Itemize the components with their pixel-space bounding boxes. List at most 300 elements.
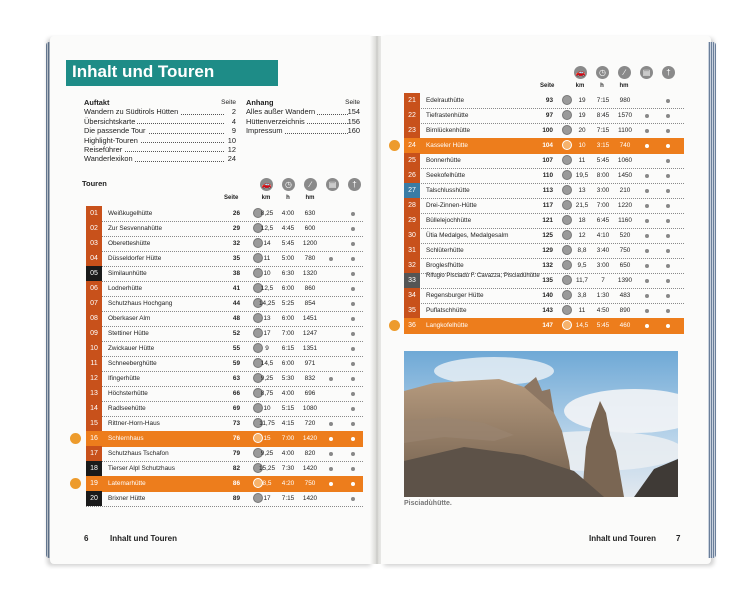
table-row (86, 326, 363, 342)
col-header-seite-right: Seite (540, 83, 555, 89)
public-transport-indicator (645, 114, 649, 118)
table-row (86, 476, 363, 492)
tour-number: 17 (86, 446, 102, 461)
open-book (46, 36, 716, 564)
tour-km: 17 (263, 495, 271, 502)
tour-name: Broglesfhütte (426, 262, 464, 269)
toc-entry-label: Highlight-Touren (84, 135, 138, 145)
tour-hm: 750 (304, 480, 316, 487)
tour-h: 7:15 (281, 495, 295, 502)
tour-name: Schutzhaus Hochgang (108, 300, 173, 307)
tour-hm: 1351 (302, 345, 318, 352)
auftakt-heading: Auftakt (84, 98, 110, 107)
difficulty-icon (562, 245, 572, 255)
tour-page: 110 (542, 172, 553, 179)
tour-hm: 860 (304, 285, 316, 292)
tour-name: Edelrauthütte (426, 97, 465, 104)
food-indicator (666, 249, 670, 253)
food-indicator (351, 407, 355, 411)
restaurant-icon: † (348, 178, 361, 191)
tour-name: Tierser Alpl Schutzhaus (108, 465, 175, 472)
public-transport-indicator (645, 249, 649, 253)
tour-km: 11 (578, 157, 586, 164)
tour-name: Drei-Zinnen-Hütte (426, 202, 477, 209)
food-indicator (666, 144, 670, 148)
photo-caption: Pisciadùhütte. (404, 500, 452, 507)
clock-icon: ◷ (596, 66, 609, 79)
tour-number: 12 (86, 371, 102, 386)
tour-hm: 1570 (617, 112, 633, 119)
tour-number: 08 (86, 311, 102, 326)
tour-h: 4:00 (281, 390, 295, 397)
table-row (86, 341, 363, 357)
tour-km: 19 (578, 112, 586, 119)
difficulty-icon (562, 95, 572, 105)
tour-page: 44 (232, 300, 240, 307)
tour-name: Talschlusshütte (426, 187, 470, 194)
food-indicator (351, 452, 355, 456)
tour-h: 4:00 (281, 210, 295, 217)
tour-number: 22 (404, 108, 420, 123)
toc-entry (84, 136, 236, 145)
tour-km: 11,7 (576, 277, 588, 284)
tour-h: 5:25 (281, 300, 295, 307)
tour-name: Radlseehütte (108, 405, 146, 412)
tour-page: 125 (542, 232, 553, 239)
public-transport-indicator (329, 437, 333, 441)
food-indicator (666, 174, 670, 178)
tour-name: Zwickauer Hütte (108, 345, 155, 352)
tour-name: Bonnerhütte (426, 157, 461, 164)
tour-h: 3:00 (596, 262, 610, 269)
tour-hm: 520 (619, 232, 631, 239)
tour-km: 13 (578, 187, 586, 194)
table-row (86, 356, 363, 372)
public-transport-indicator (645, 234, 649, 238)
tour-name: Stettiner Hütte (108, 330, 149, 337)
tour-km: 11 (578, 307, 586, 314)
tour-name: Zur Sesvennahütte (108, 225, 162, 232)
food-indicator (666, 219, 670, 223)
tour-km: 12,5 (260, 285, 274, 292)
col-header-h-right: h (600, 83, 604, 89)
tour-page: 135 (542, 277, 553, 284)
tour-name: Büllelejochhütte (426, 217, 472, 224)
tour-h: 7:00 (596, 202, 610, 209)
tour-name: Schlernhaus (108, 435, 144, 442)
tour-h: 7:00 (281, 330, 295, 337)
highlight-crown-icon (389, 320, 400, 331)
tour-number: 26 (404, 168, 420, 183)
left-page (50, 36, 374, 564)
table-row (404, 213, 684, 229)
tour-km: 9,25 (260, 375, 274, 382)
tour-km: 9,25 (260, 450, 274, 457)
pen-icon: ∕ (618, 66, 631, 79)
tour-km: 10 (263, 405, 271, 412)
tour-h: 4:20 (281, 480, 295, 487)
tour-number: 32 (404, 258, 420, 273)
tour-number: 16 (86, 431, 102, 446)
toc-entry-page: 12 (227, 145, 236, 155)
tour-h: 7:15 (596, 97, 610, 104)
tour-hm: 1220 (617, 202, 633, 209)
tour-h: 8:45 (596, 112, 610, 119)
tour-h: 4:10 (596, 232, 610, 239)
toc-entry-label: Reiseführer (84, 145, 123, 155)
tour-page: 38 (232, 270, 240, 277)
tour-km: 9 (265, 345, 269, 352)
toc-entry-label: Übersichtskarte (84, 116, 136, 126)
tour-page: 73 (232, 420, 240, 427)
tour-number: 07 (86, 296, 102, 311)
tour-name: Rittner-Horn-Haus (108, 420, 160, 427)
tour-name: Regensburger Hütte (426, 292, 484, 299)
car-icon: 🚗 (575, 68, 586, 77)
food-indicator (351, 422, 355, 426)
tour-name: Puflatschhütte (426, 307, 467, 314)
touren-heading: Touren (82, 179, 107, 188)
tour-km: 13 (263, 315, 271, 322)
tour-number: 24 (404, 138, 420, 153)
tour-page: 129 (542, 247, 553, 254)
food-indicator (351, 482, 355, 486)
public-transport-indicator (645, 144, 649, 148)
tour-km: 19,5 (575, 172, 589, 179)
tour-hm: 1100 (618, 127, 632, 134)
tour-h: 6:30 (281, 270, 295, 277)
food-indicator (666, 114, 670, 118)
tour-page: 76 (232, 435, 240, 442)
table-row (404, 153, 684, 169)
tour-number: 36 (404, 318, 420, 333)
table-row (404, 138, 684, 154)
tour-h: 4:15 (281, 420, 295, 427)
food-indicator (666, 309, 670, 313)
tour-hm: 971 (304, 360, 316, 367)
food-indicator (666, 189, 670, 193)
tour-page: 26 (232, 210, 240, 217)
tour-page: 35 (232, 255, 240, 262)
public-transport-indicator (645, 309, 649, 313)
food-indicator (351, 332, 355, 336)
toc-entry (84, 107, 236, 116)
public-transport-indicator (329, 467, 333, 471)
tour-page: 140 (542, 292, 553, 299)
tour-h: 5:30 (281, 375, 295, 382)
tour-h: 8:00 (596, 172, 610, 179)
tour-km: 18 (578, 217, 586, 224)
toc-entry (84, 117, 236, 126)
public-transport-indicator (329, 422, 333, 426)
tour-hm: 1320 (302, 270, 318, 277)
table-row (404, 168, 684, 184)
tour-name: Schlüterhütte (426, 247, 464, 254)
tour-number: 27 (404, 183, 420, 198)
tour-number: 20 (86, 491, 102, 506)
table-row (86, 281, 363, 297)
toc-entry (84, 126, 236, 135)
tour-number: 25 (404, 153, 420, 168)
public-transport-indicator (329, 257, 333, 261)
tour-h: 1:30 (596, 292, 610, 299)
tour-h: 7:15 (596, 127, 610, 134)
table-row (404, 108, 684, 124)
table-row (86, 446, 363, 462)
table-row (86, 416, 363, 432)
toc-entry-page: 2 (231, 107, 236, 117)
tour-hm: 696 (304, 390, 316, 397)
difficulty-icon (562, 275, 572, 285)
food-indicator (666, 129, 670, 133)
tour-km: 17 (263, 330, 271, 337)
tour-km: 19 (578, 97, 586, 104)
tour-name: Tiefrastenhütte (426, 112, 469, 119)
tour-km: 11,75 (259, 420, 275, 427)
tour-page: 29 (232, 225, 240, 232)
col-header-km: km (261, 195, 271, 201)
tour-page: 32 (232, 240, 240, 247)
tour-page: 52 (232, 330, 240, 337)
table-row (404, 93, 684, 109)
table-row (404, 228, 684, 244)
food-indicator (666, 159, 670, 163)
tour-name: Rifugio Pisciadù F. Cavazza, Pisciadühütte (426, 273, 540, 279)
anhang-toc (246, 98, 360, 136)
highlight-crown-icon (70, 433, 81, 444)
food-indicator (351, 497, 355, 501)
tour-number: 30 (404, 228, 420, 243)
tour-hm: 1450 (617, 172, 633, 179)
public-transport-indicator (645, 279, 649, 283)
table-row (86, 461, 363, 477)
difficulty-icon (562, 320, 572, 330)
food-indicator (666, 279, 670, 283)
tour-h: 7 (601, 277, 605, 284)
table-row (404, 258, 684, 274)
tour-page: 82 (232, 465, 240, 472)
tour-number: 19 (86, 476, 102, 491)
tour-h: 6:00 (281, 285, 295, 292)
food-indicator (351, 467, 355, 471)
public-transport-indicator (645, 129, 649, 133)
col-header-h: h (286, 195, 290, 201)
tour-h: 5:45 (596, 322, 610, 329)
tour-name: Lodnerhütte (108, 285, 143, 292)
tour-hm: 750 (619, 247, 631, 254)
table-row (86, 296, 363, 312)
pen-icon: ∕ (304, 178, 317, 191)
table-row (404, 303, 684, 319)
toc-entry (246, 126, 360, 135)
table-row (404, 243, 684, 259)
tour-number: 11 (86, 356, 102, 371)
tour-km: 15,25 (259, 465, 275, 472)
tour-page: 97 (545, 112, 553, 119)
tour-page: 107 (542, 157, 553, 164)
bus-icon: ▤ (326, 178, 339, 191)
tour-page: 143 (542, 307, 553, 314)
tour-km: 3,8 (577, 292, 587, 299)
tour-hm: 740 (619, 142, 631, 149)
table-row (404, 318, 684, 334)
tour-h: 7:30 (281, 465, 295, 472)
table-row (86, 401, 363, 417)
tour-hm: 820 (304, 450, 316, 457)
table-row (86, 236, 363, 252)
difficulty-icon (562, 215, 572, 225)
table-row (404, 123, 684, 139)
public-transport-indicator (645, 219, 649, 223)
col-header-hm: hm (305, 195, 315, 201)
tour-km: 12 (578, 232, 586, 239)
tour-number: 28 (404, 198, 420, 213)
difficulty-icon (562, 140, 572, 150)
footer-page-number: 6 (84, 534, 89, 543)
table-row (404, 183, 684, 199)
tour-h: 4:45 (281, 225, 295, 232)
table-row (86, 311, 363, 327)
toc-entry (84, 154, 236, 163)
tour-name: Oberetteshütte (108, 240, 151, 247)
highlight-crown-icon (70, 478, 81, 489)
auftakt-seite-label: Seite (221, 99, 236, 106)
tour-km: 8,25 (260, 210, 274, 217)
toc-entry-label: Wandern zu Südtirols Hütten (84, 107, 179, 117)
tour-h: 7:00 (281, 435, 295, 442)
tour-page: 89 (232, 495, 240, 502)
difficulty-icon (562, 290, 572, 300)
toc-entry-page: 9 (231, 126, 236, 136)
tour-name: Weißkugelhütte (108, 210, 153, 217)
table-row (404, 288, 684, 304)
table-row (86, 206, 363, 222)
mountain-photo (404, 351, 678, 497)
table-row (86, 251, 363, 267)
public-transport-indicator (645, 174, 649, 178)
tour-hm: 832 (304, 375, 316, 382)
tour-hm: 210 (619, 187, 631, 194)
tour-number: 34 (404, 288, 420, 303)
tour-page: 66 (232, 390, 240, 397)
tour-name: Höchsterhütte (108, 390, 148, 397)
tour-name: Oberkaser Alm (108, 315, 151, 322)
tour-number: 23 (404, 123, 420, 138)
tour-km: 8,5 (262, 480, 272, 487)
food-indicator (351, 227, 355, 231)
tour-name: Ütia Medalges, Medalgesalm (426, 232, 509, 239)
tour-number: 18 (86, 461, 102, 476)
difficulty-icon (562, 260, 572, 270)
public-transport-indicator (329, 482, 333, 486)
tour-km: 8,75 (260, 390, 274, 397)
right-page (381, 36, 711, 564)
tour-hm: 1420 (302, 465, 318, 472)
table-row (86, 221, 363, 237)
tour-number: 15 (86, 416, 102, 431)
tour-name: Langkofelhütte (426, 322, 468, 329)
food-indicator (351, 302, 355, 306)
tour-h: 4:00 (281, 450, 295, 457)
food-indicator (666, 264, 670, 268)
tour-h: 5:45 (596, 157, 610, 164)
toc-entry-page: 24 (227, 154, 236, 164)
tour-hm: 720 (304, 420, 316, 427)
tour-number: 06 (86, 281, 102, 296)
tour-number: 33 (404, 273, 420, 288)
tour-hm: 1060 (617, 157, 633, 164)
tour-number: 13 (86, 386, 102, 401)
tour-number: 21 (404, 93, 420, 108)
tour-page: 121 (542, 217, 553, 224)
tour-km: 14 (263, 240, 271, 247)
auftakt-toc (84, 98, 236, 164)
tour-page: 117 (542, 202, 553, 209)
food-indicator (351, 257, 355, 261)
tour-page: 147 (542, 322, 553, 329)
toc-entry-page: 160 (347, 126, 360, 136)
food-indicator (351, 377, 355, 381)
food-indicator (351, 392, 355, 396)
public-transport-indicator (645, 264, 649, 268)
tour-name: Düsseldorfer Hütte (108, 255, 162, 262)
tour-number: 29 (404, 213, 420, 228)
anhang-seite-label: Seite (345, 99, 360, 106)
difficulty-icon (562, 305, 572, 315)
food-indicator (666, 324, 670, 328)
public-transport-indicator (645, 294, 649, 298)
tour-page: 69 (232, 405, 240, 412)
tour-hm: 650 (619, 262, 631, 269)
tour-number: 01 (86, 206, 102, 221)
difficulty-icon (562, 125, 572, 135)
tour-h: 5:45 (281, 240, 295, 247)
bus-icon: ▤ (640, 66, 653, 79)
tour-name: Brixner Hütte (108, 495, 146, 502)
clock-icon: ◷ (282, 178, 295, 191)
tour-km: 10 (578, 142, 586, 149)
tour-km: 8,8 (577, 247, 587, 254)
tour-km: 12,5 (260, 225, 274, 232)
tour-km: 10 (263, 270, 271, 277)
tour-name: Seekofelhütte (426, 172, 466, 179)
tour-number: 14 (86, 401, 102, 416)
footer-page-number-right: 7 (676, 534, 681, 543)
tour-number: 02 (86, 221, 102, 236)
table-row (86, 371, 363, 387)
tour-h: 4:50 (596, 307, 610, 314)
right-page-edges (708, 42, 716, 558)
food-indicator (351, 212, 355, 216)
restaurant-icon: † (662, 66, 675, 79)
food-indicator (351, 242, 355, 246)
tour-number: 10 (86, 341, 102, 356)
tour-km: 20 (578, 127, 586, 134)
tour-page: 93 (545, 97, 553, 104)
difficulty-icon (562, 155, 572, 165)
tour-page: 55 (232, 345, 240, 352)
footer-title: Inhalt und Touren (110, 534, 177, 543)
tour-page: 104 (542, 142, 553, 149)
table-row (404, 198, 684, 214)
tour-hm: 483 (619, 292, 631, 299)
col-header-km-right: km (575, 83, 585, 89)
tour-h: 6:00 (281, 315, 295, 322)
public-transport-indicator (645, 324, 649, 328)
difficulty-icon (562, 200, 572, 210)
tour-hm: 780 (304, 255, 316, 262)
tour-page: 86 (232, 480, 240, 487)
